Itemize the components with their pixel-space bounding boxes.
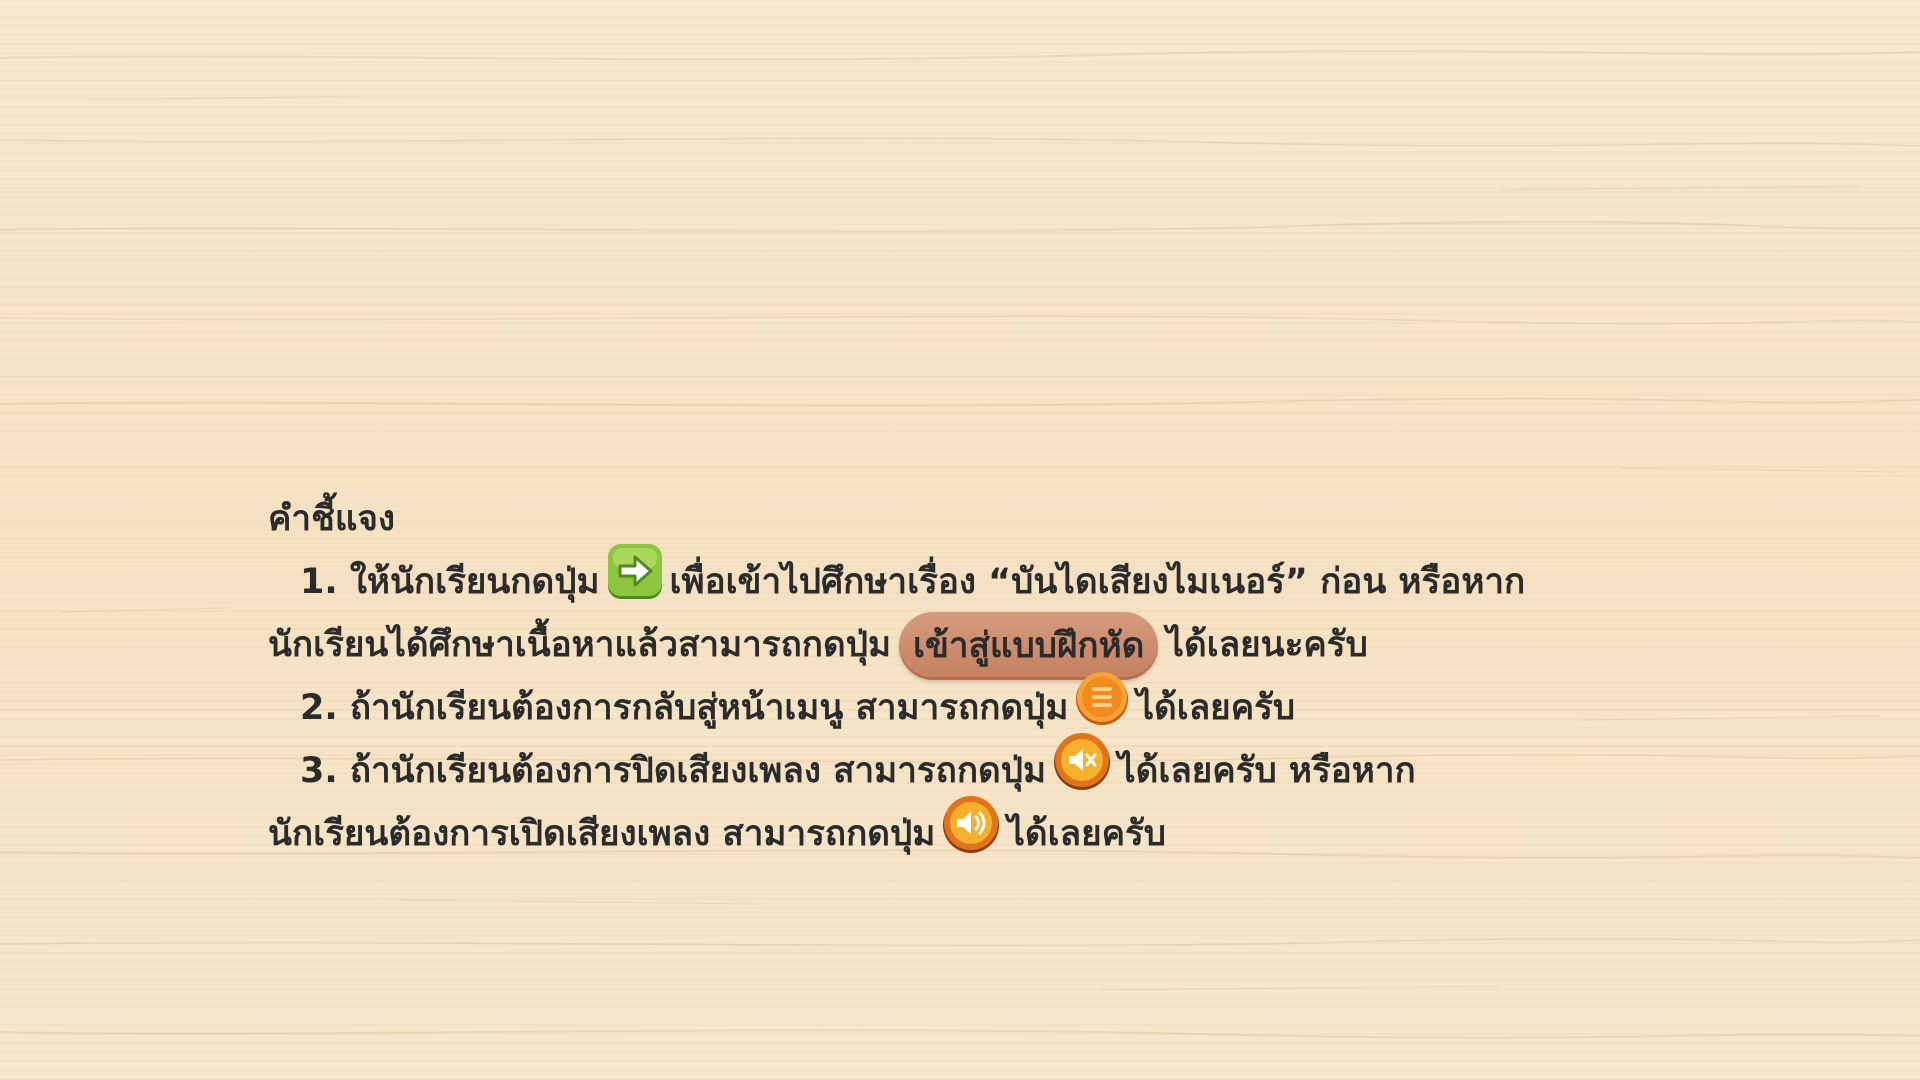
instruction-line-3b <box>268 803 1708 866</box>
line-4-text-a: 3. ถ้านักเรียนต้องการปิดเสียงเพลง สามารถกดปุ่ม <box>300 751 1047 791</box>
line-4-text-b: ได้เลยครับ หรือหาก <box>1118 751 1416 791</box>
line-1-text-b: เพื่อเข้าไปศึกษาเรื่อง “บันไดเสียงไมเนอร์” ก่อน หรือหาก <box>669 562 1526 602</box>
line-2-text-a: นักเรียนได้ศึกษาเนื้อหาแล้วสามารถกดปุ่ม <box>268 625 892 665</box>
instruction-line-1b <box>268 614 1708 677</box>
line-5-text-b: ได้เลยครับ <box>1007 814 1167 854</box>
instruction-line-1 <box>268 551 1708 614</box>
practice-button[interactable]: เข้าสู่แบบฝึกหัด <box>899 612 1158 680</box>
line-3-text-a: 2. ถ้านักเรียนต้องการกลับสู่หน้าเมนู สามารถกดปุ่ม <box>300 688 1069 728</box>
heading-text: คำชี้แจง <box>268 499 395 539</box>
instructions-heading <box>268 488 1708 551</box>
line-1-text-a: 1. ให้นักเรียนกดปุ่ม <box>300 562 600 602</box>
line-5-text-a: นักเรียนต้องการเปิดเสียงเพลง สามารถกดปุ่ม <box>268 814 936 854</box>
sound-on-icon[interactable] <box>941 794 1001 875</box>
instructions-block <box>268 488 1708 866</box>
arrow-right-icon[interactable] <box>606 543 664 622</box>
sound-off-icon[interactable] <box>1052 731 1112 812</box>
instruction-line-2 <box>268 677 1708 740</box>
line-3-text-b: ได้เลยครับ <box>1136 688 1296 728</box>
line-2-text-b: ได้เลยนะครับ <box>1166 625 1368 665</box>
